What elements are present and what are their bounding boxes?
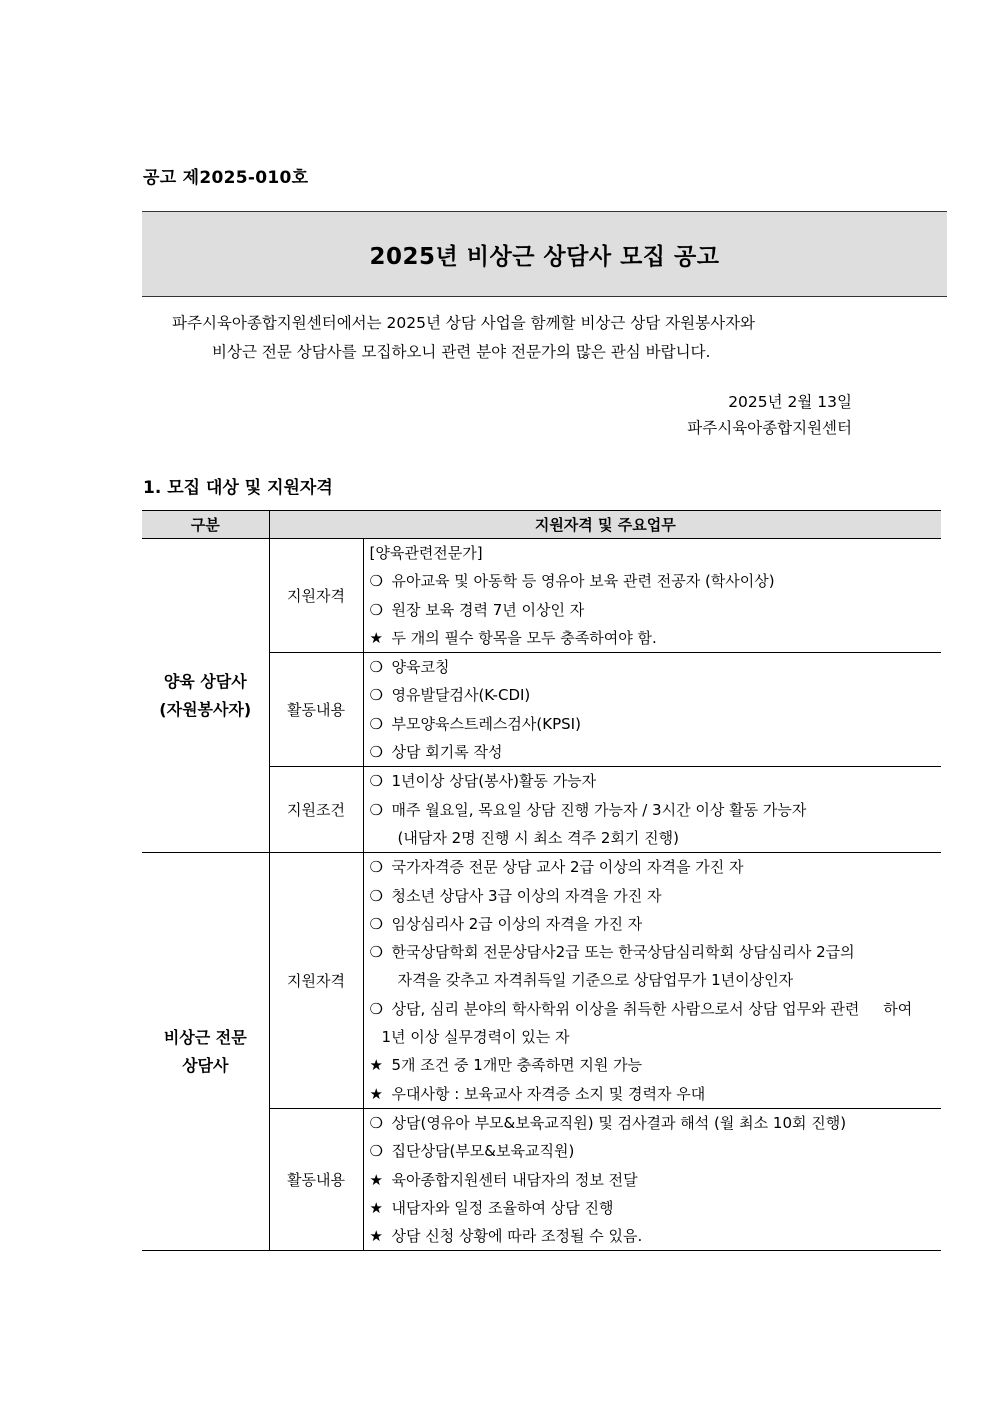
list-item: ★ 상담 신청 상황에 따라 조정될 수 있음. <box>370 1222 938 1250</box>
list-item: ★ 우대사항 : 보육교사 자격증 소지 및 경력자 우대 <box>370 1080 938 1108</box>
bullet-circle-icon: ❍ <box>369 743 383 762</box>
bullet-circle-icon: ❍ <box>369 1113 383 1132</box>
document-title: 2025년 비상근 상담사 모집 공고 <box>369 243 720 270</box>
list-item-continuation: 자격을 갖추고 자격취득일 기준으로 상담업무가 1년이상인자 <box>397 971 794 990</box>
list-item: ❍ 영유발달검사(K-CDI) <box>370 681 938 709</box>
list-item: ❍ 상담 회기록 작성 <box>370 738 938 766</box>
category-line: 양육 상담사 <box>163 671 247 691</box>
star-icon: ★ <box>369 1198 383 1217</box>
category-professional-counselor <box>142 853 269 1251</box>
subcategory-label: 지원자격 <box>269 539 363 653</box>
bullet-circle-icon: ❍ <box>369 658 383 677</box>
list-item: ❍ 집단상담(부모&보육교직원) <box>370 1137 938 1165</box>
recruitment-table <box>142 510 941 1251</box>
organization-name: 파주시육아종합지원센터 <box>687 419 852 437</box>
category-parenting-counselor <box>142 539 269 853</box>
list-item: ❍ 상담, 심리 분야의 학사학위 이상을 취득한 사람으로서 상담 업무와 관련 하여 <box>370 995 938 1023</box>
star-icon: ★ <box>369 1056 383 1075</box>
header-category: 구분 <box>142 511 269 539</box>
table-row <box>142 539 941 653</box>
list-item-continuation: 1년 이상 실무경력이 있는 자 <box>381 1028 570 1047</box>
title-box <box>142 211 947 297</box>
table-row <box>142 853 941 1109</box>
category-line: (자원봉사자) <box>159 699 252 719</box>
star-icon: ★ <box>369 628 383 647</box>
list-item: ❍ 한국상담학회 전문상담사2급 또는 한국상담심리학회 상담심리사 2급의 <box>370 938 938 966</box>
list-item: ★ 육아종합지원센터 내담자의 정보 전달 <box>370 1166 938 1194</box>
bullet-circle-icon: ❍ <box>369 1142 383 1161</box>
bullet-circle-icon: ❍ <box>369 714 383 733</box>
list-item: ❍ 매주 월요일, 목요일 상담 진행 가능자 / 3시간 이상 활동 가능자 <box>370 796 938 824</box>
subcategory-label: 활동내용 <box>269 1108 363 1250</box>
bullet-circle-icon: ❍ <box>369 686 383 705</box>
list-item: ❍ 양육코칭 <box>370 653 938 681</box>
signature-block <box>687 389 852 441</box>
section-title: 1. 모집 대상 및 지원자격 <box>143 478 333 498</box>
intro-line-2: 비상근 전문 상담사를 모집하오니 관련 분야 전문가의 많은 관심 바랍니다. <box>212 343 711 361</box>
list-item: ★ 5개 조건 중 1개만 충족하면 지원 가능 <box>370 1051 938 1079</box>
star-icon: ★ <box>369 1084 383 1103</box>
subcategory-label: 지원자격 <box>269 853 363 1109</box>
subcategory-label: 지원조건 <box>269 767 363 853</box>
list-item: ★ 두 개의 필수 항목을 모두 충족하여야 함. <box>370 624 938 652</box>
activity-items <box>363 653 941 767</box>
category-line: 비상근 전문 <box>163 1027 247 1047</box>
subcategory-label: 활동내용 <box>269 653 363 767</box>
star-icon: ★ <box>369 1170 383 1189</box>
list-item: ★ 내담자와 일정 조율하여 상담 진행 <box>370 1194 938 1222</box>
bullet-circle-icon: ❍ <box>369 772 383 791</box>
condition-items <box>363 767 941 853</box>
qualification-items <box>363 853 941 1109</box>
bullet-circle-icon: ❍ <box>369 943 383 962</box>
intro-paragraph <box>142 309 947 367</box>
bullet-circle-icon: ❍ <box>369 572 383 591</box>
activity-items <box>363 1108 941 1250</box>
bullet-circle-icon: ❍ <box>369 886 383 905</box>
list-item: ❍ 임상심리사 2급 이상의 자격을 가진 자 <box>370 910 938 938</box>
table-header-row <box>142 511 941 539</box>
qualification-items <box>363 539 941 653</box>
bullet-circle-icon: ❍ <box>369 999 383 1018</box>
list-item: ❍ 유아교육 및 아동학 등 영유아 보육 관련 전공자 (학사이상) <box>370 567 938 595</box>
category-line: 상담사 <box>182 1055 229 1075</box>
list-item: [양육관련전문가] <box>369 544 483 562</box>
list-item: ❍ 상담(영유아 부모&보육교직원) 및 검사결과 해석 (월 최소 10회 진행) <box>370 1109 938 1137</box>
bullet-circle-icon: ❍ <box>369 600 383 619</box>
bullet-circle-icon: ❍ <box>369 800 383 819</box>
star-icon: ★ <box>369 1227 383 1246</box>
list-item: ❍ 청소년 상담사 3급 이상의 자격을 가진 자 <box>370 882 938 910</box>
list-item: ❍ 원장 보육 경력 7년 이상인 자 <box>370 596 938 624</box>
list-item: ❍ 1년이상 상담(봉사)활동 가능자 <box>370 767 938 795</box>
notice-number: 공고 제2025-010호 <box>143 168 309 188</box>
list-item: ❍ 국가자격증 전문 상담 교사 2급 이상의 자격을 가진 자 <box>370 853 938 881</box>
bullet-circle-icon: ❍ <box>369 914 383 933</box>
bullet-circle-icon: ❍ <box>369 858 383 877</box>
announcement-date: 2025년 2월 13일 <box>728 393 852 411</box>
list-item: ❍ 부모양육스트레스검사(KPSI) <box>370 710 938 738</box>
list-item-continuation: (내담자 2명 진행 시 최소 격주 2회기 진행) <box>397 828 680 847</box>
header-details: 지원자격 및 주요업무 <box>269 511 941 539</box>
intro-line-1: 파주시육아종합지원센터에서는 2025년 상담 사업을 함께할 비상근 상담 자원봉사자와 <box>172 314 756 332</box>
